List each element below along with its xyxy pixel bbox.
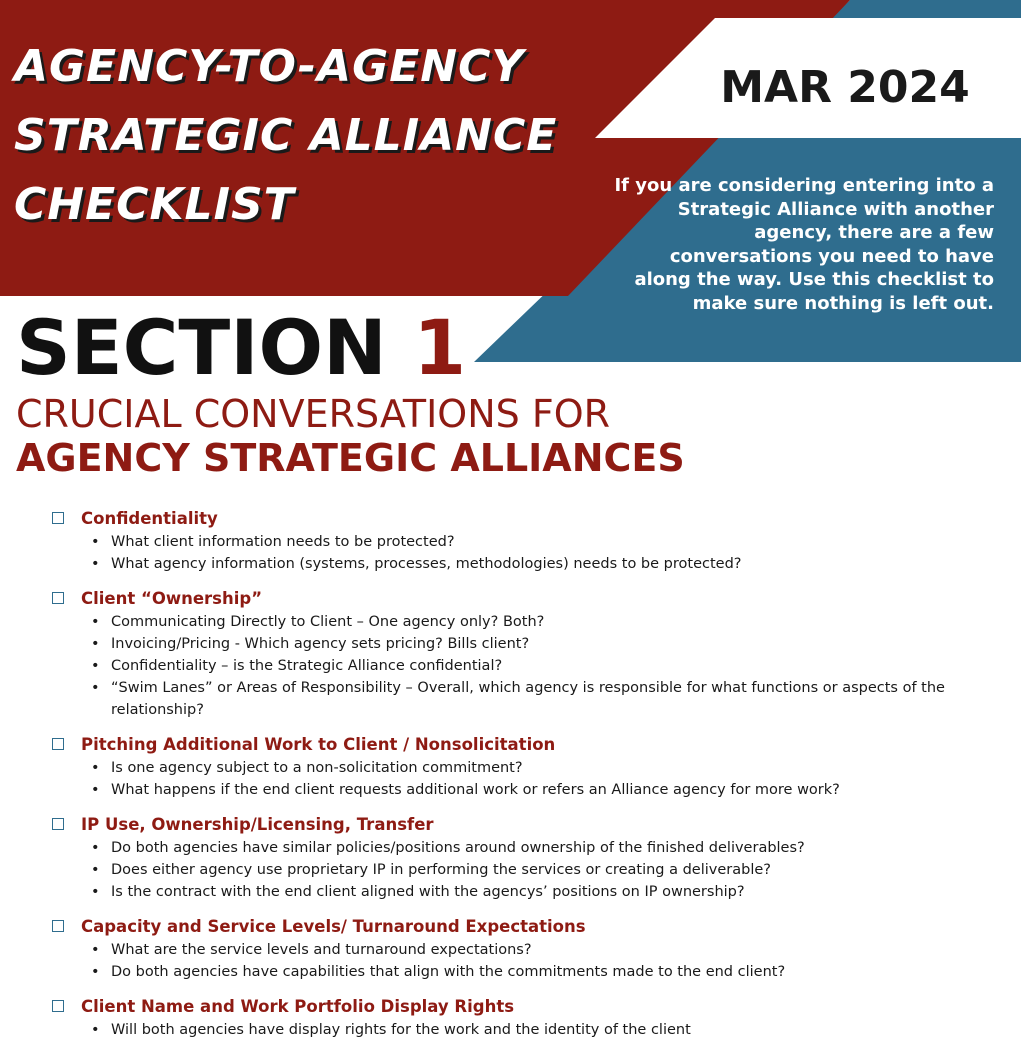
bullet-item: • Communicating Directly to Client – One agency only? Both? [111, 611, 992, 633]
title-line-1: AGENCY-TO-AGENCY [14, 41, 525, 92]
checklist-item-title: Capacity and Service Levels/ Turnaround Expectations [81, 916, 586, 936]
checklist-item [52, 731, 992, 801]
intro-text: If you are considering entering into a Strategic Alliance with another agency, there are a few conversations you need to have along the way. Use this checklist to make sure nothing is left out. [614, 175, 994, 314]
checklist-item-header [52, 731, 992, 757]
bullet-list [52, 837, 992, 903]
checklist-item-title: Confidentiality [81, 508, 218, 528]
bullet-item: • Is one agency subject to a non-solicitation commitment? [111, 757, 992, 779]
bullet-item: • What agency information (systems, processes, methodologies) needs to be protected? [111, 553, 992, 575]
bullet-list [52, 611, 992, 721]
page-title [14, 32, 557, 239]
section-subtitle-line-1: CRUCIAL CONVERSATIONS FOR [16, 392, 611, 436]
bullet-item: • What client information needs to be protected? [111, 531, 992, 553]
checklist-item-title: Client “Ownership” [81, 588, 263, 608]
bullet-item: • Invoicing/Pricing - Which agency sets pricing? Bills client? [111, 633, 992, 655]
checklist-item [52, 585, 992, 721]
checkbox[interactable] [52, 592, 64, 604]
section-heading [16, 303, 466, 393]
bullet-item: • Does either agency use proprietary IP in performing the services or creating a deliverable? [111, 859, 992, 881]
bullet-item: • Do both agencies have similar policies/positions around ownership of the finished deliverables? [111, 837, 992, 859]
bullet-item: • Do both agencies have capabilities that align with the commitments made to the end client? [111, 961, 992, 983]
checkbox[interactable] [52, 512, 64, 524]
bullet-item: • Confidentiality – is the Strategic Alliance confidential? [111, 655, 992, 677]
bullet-list [52, 757, 992, 801]
title-line-3: CHECKLIST [14, 179, 295, 230]
bullet-list [52, 939, 992, 983]
bullet-item: • What are the service levels and turnaround expectations? [111, 939, 992, 961]
checklist-item [52, 811, 992, 903]
bullet-item: • What happens if the end client requests additional work or refers an Alliance agency for more work? [111, 779, 992, 801]
bullet-list [52, 1019, 992, 1041]
bullet-item: • Is the contract with the end client aligned with the agencys’ positions on IP ownership? [111, 881, 992, 903]
checkbox[interactable] [52, 1000, 64, 1012]
title-line-2: STRATEGIC ALLIANCE [14, 110, 558, 161]
checkbox[interactable] [52, 818, 64, 830]
bullet-item: • Will both agencies have display rights for the work and the identity of the client [111, 1019, 992, 1041]
checklist-item [52, 913, 992, 983]
checklist-item-title: IP Use, Ownership/Licensing, Transfer [81, 814, 434, 834]
checkbox[interactable] [52, 738, 64, 750]
checklist-item-header [52, 811, 992, 837]
bullet-item: • “Swim Lanes” or Areas of Responsibility – Overall, which agency is responsible for what functions or aspects of the relationship? [111, 677, 992, 721]
checklist-item-title: Client Name and Work Portfolio Display Rights [81, 996, 515, 1016]
section-subtitle-line-2: AGENCY STRATEGIC ALLIANCES [16, 436, 685, 480]
checklist-item-header [52, 913, 992, 939]
checkbox[interactable] [52, 920, 64, 932]
checklist-item-header [52, 993, 992, 1019]
section-label: SECTION [16, 303, 387, 392]
checklist-item [52, 505, 992, 575]
checklist-item-title: Pitching Additional Work to Client / Nonsolicitation [81, 734, 556, 754]
checklist-item [52, 993, 992, 1041]
checklist-item-header [52, 505, 992, 531]
checklist [52, 505, 992, 1051]
bullet-list [52, 531, 992, 575]
issue-date: MAR 2024 [720, 62, 970, 113]
checklist-item-header [52, 585, 992, 611]
section-number: 1 [413, 303, 467, 392]
